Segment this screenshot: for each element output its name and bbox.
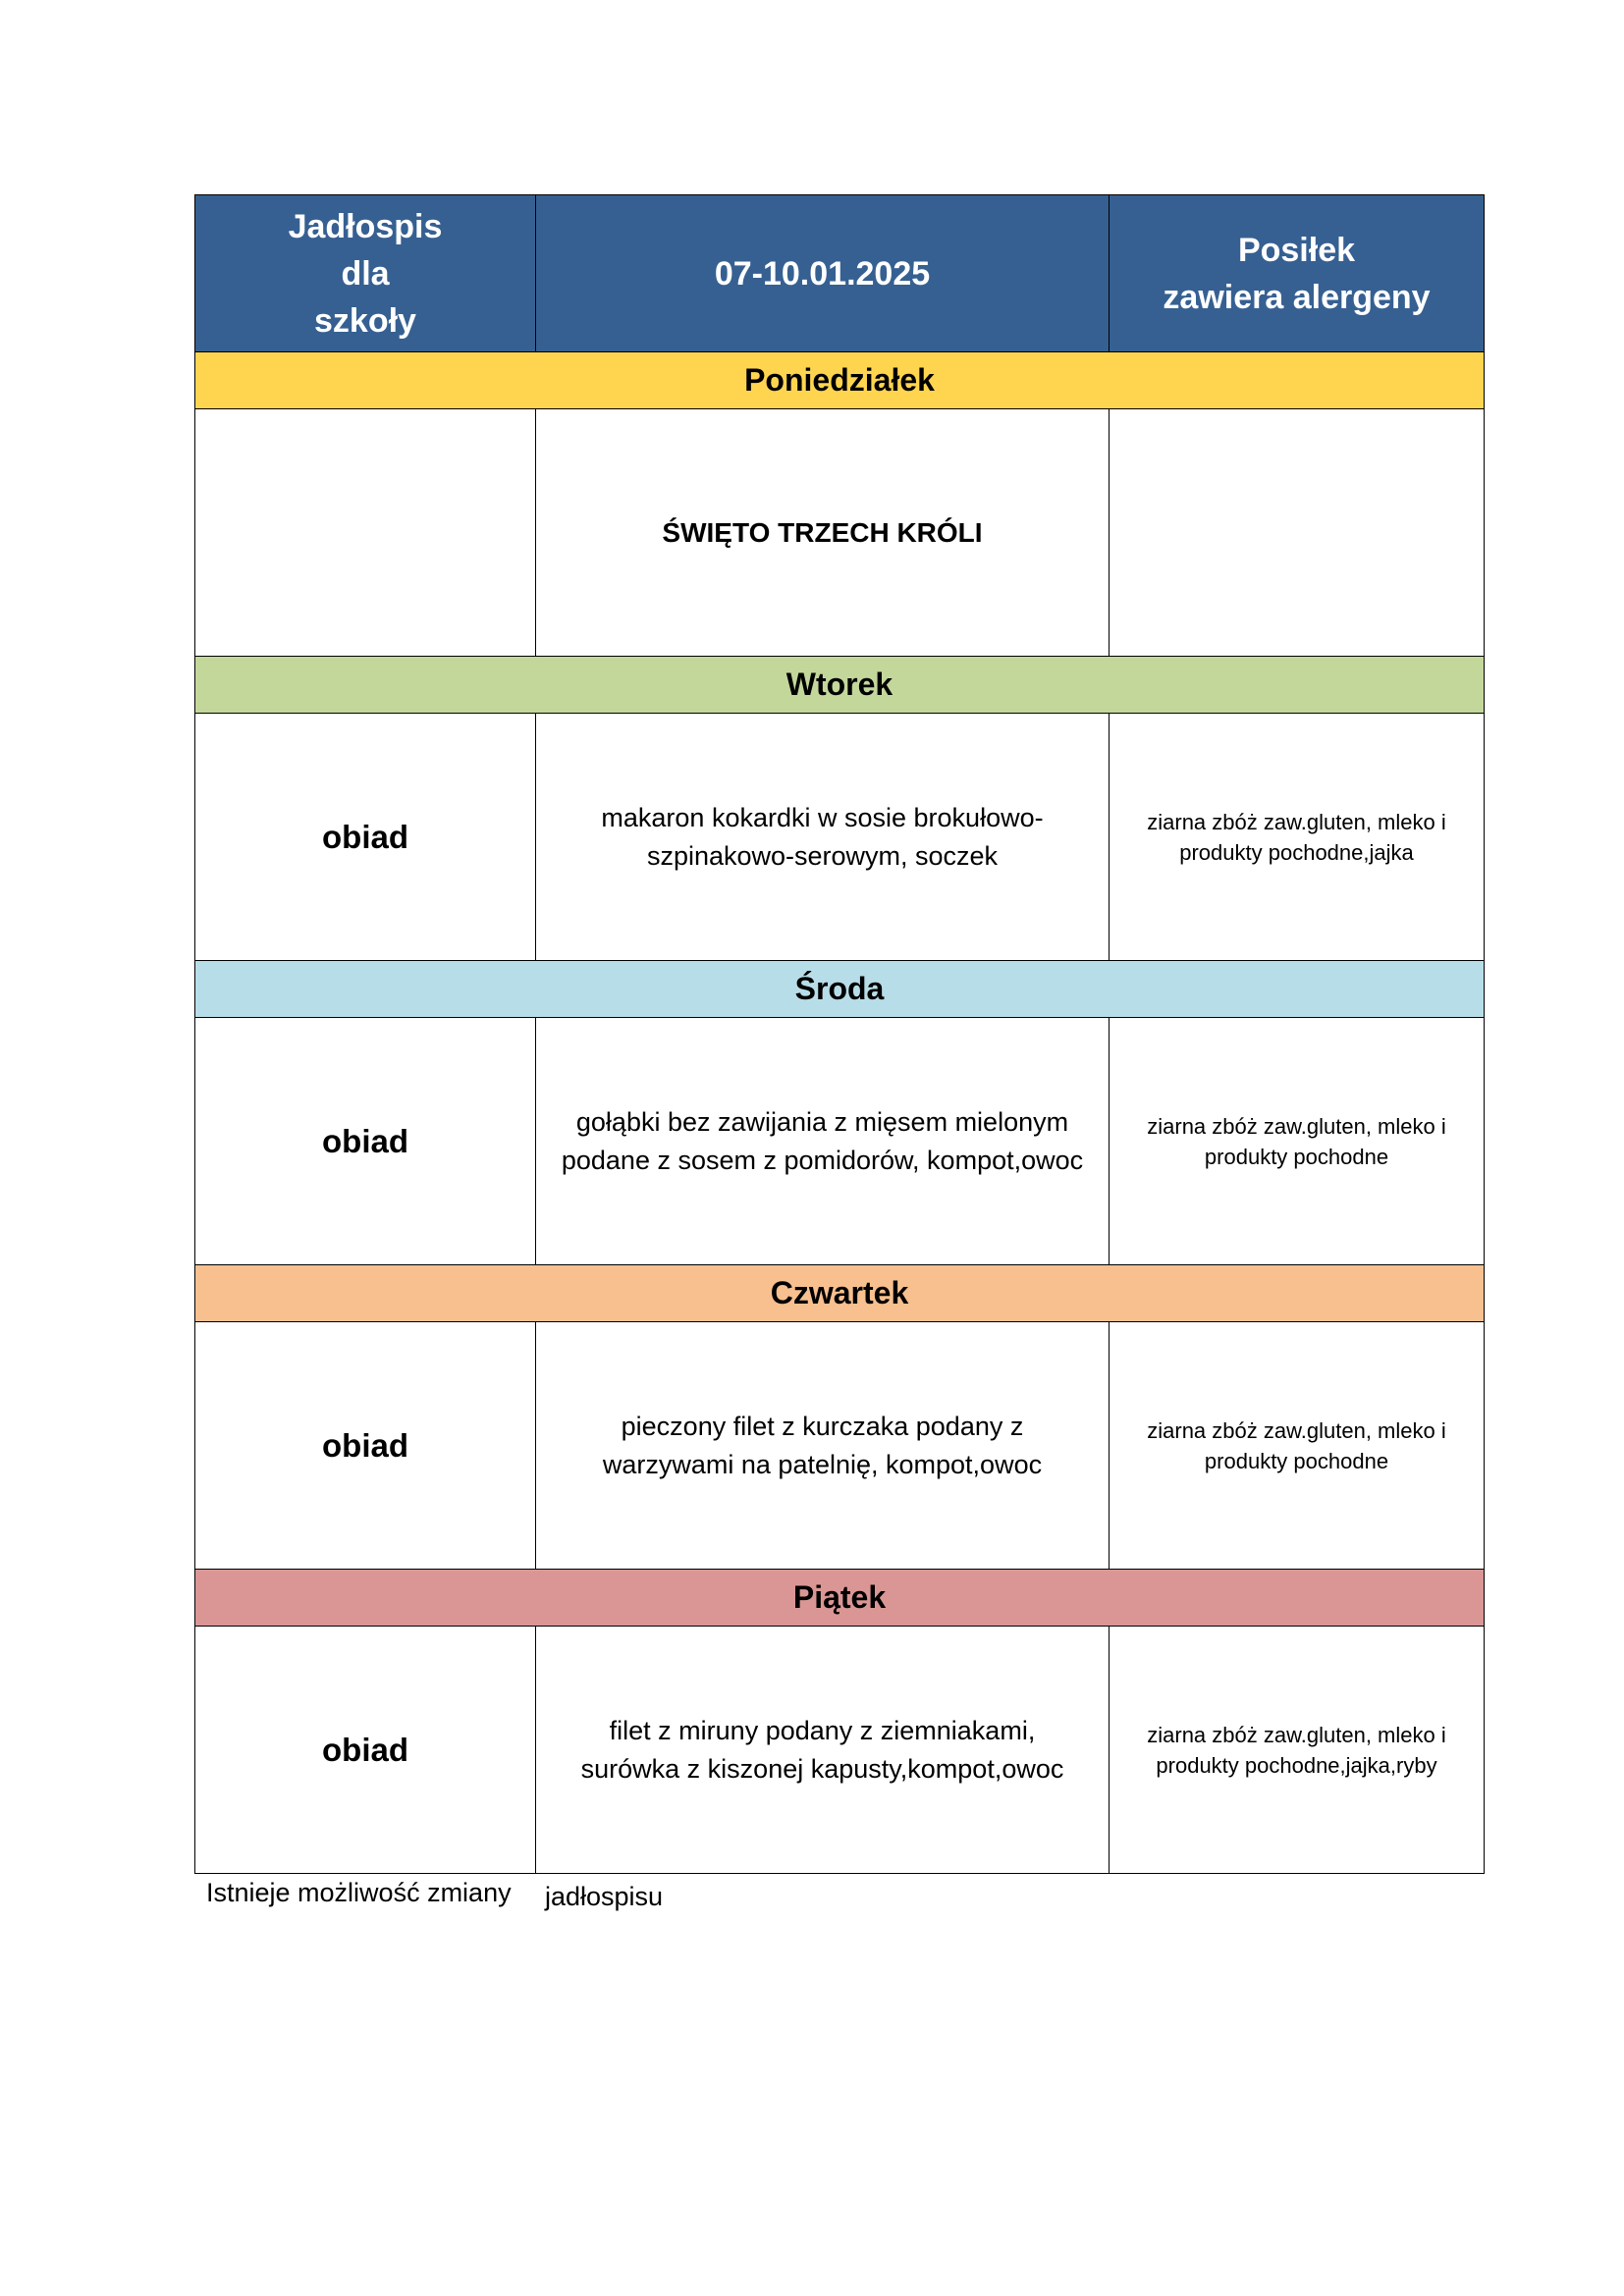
allergen-line: produkty pochodne [1204,1448,1389,1473]
dish-description [536,714,1110,961]
day-row-tuesday [195,657,1485,714]
meal-type: obiad [195,1018,536,1265]
allergen-line: ziarna zbóż zaw.gluten, mleko i [1147,809,1446,834]
day-row-friday [195,1570,1485,1627]
meal-type: obiad [195,714,536,961]
day-name: Poniedziałek [195,352,1485,409]
dish-line: makaron kokardki w sosie brokułowo- [601,802,1044,832]
menu-title-line: Jadłospis [288,207,443,245]
day-row-wednesday [195,961,1485,1018]
meal-row-thursday [195,1322,1485,1570]
menu-title-line: szkoły [314,301,416,340]
allergen-info [1110,1627,1485,1874]
dish-line: szpinakowo-serowym, soczek [646,840,999,871]
meal-row-friday [195,1627,1485,1874]
meal-row-wednesday [195,1018,1485,1265]
allergen-line: produkty pochodne [1204,1144,1389,1169]
meal-row-monday [195,409,1485,657]
allergen-info [1110,409,1485,657]
allergen-line: produkty pochodne,jajka,ryby [1156,1752,1437,1778]
meal-type: obiad [195,1322,536,1570]
dish-description [536,1627,1110,1874]
allergen-header-line: Posiłek [1237,231,1356,269]
day-name: Piątek [195,1570,1485,1627]
allergen-info [1110,1018,1485,1265]
date-range: 07-10.01.2025 [536,195,1110,352]
allergen-header-line: zawiera alergeny [1163,278,1431,316]
day-name: Wtorek [195,657,1485,714]
menu-title-line: dla [341,254,390,293]
allergen-info [1110,1322,1485,1570]
header-row [195,195,1485,352]
dish-line: gołąbki bez zawijania z mięsem mielonym [575,1106,1069,1137]
dish-description [536,409,1110,657]
menu-title [195,195,536,352]
dish-line: surówka z kiszonej kapusty,kompot,owoc [580,1753,1064,1784]
allergen-line: produkty pochodne,jajka [1179,839,1414,865]
dish-line: podane z sosem z pomidorów, kompot,owoc [561,1145,1084,1175]
allergen-line: ziarna zbóż zaw.gluten, mleko i [1147,1417,1446,1443]
dish-description [536,1322,1110,1570]
dish-line: warzywami na patelnię, kompot,owoc [602,1449,1043,1479]
day-row-thursday [195,1265,1485,1322]
allergen-line: ziarna zbóż zaw.gluten, mleko i [1147,1113,1446,1139]
day-name: Środa [195,961,1485,1018]
allergen-info [1110,714,1485,961]
day-name: Czwartek [195,1265,1485,1322]
dish-line: ŚWIĘTO TRZECH KRÓLI [662,517,983,548]
meal-row-tuesday [195,714,1485,961]
menu-table [194,194,1485,1874]
footnote-text: Istnieje możliwość zmiany [206,1878,512,1907]
dish-description [536,1018,1110,1265]
footnote-text: jadłospisu [545,1882,664,1911]
dish-line: pieczony filet z kurczaka podany z [621,1411,1024,1441]
meal-type [195,409,536,657]
allergen-line: ziarna zbóż zaw.gluten, mleko i [1147,1722,1446,1747]
dish-line: filet z miruny podany z ziemniakami, [609,1715,1036,1745]
day-row-monday [195,352,1485,409]
allergen-header [1110,195,1485,352]
meal-type: obiad [195,1627,536,1874]
